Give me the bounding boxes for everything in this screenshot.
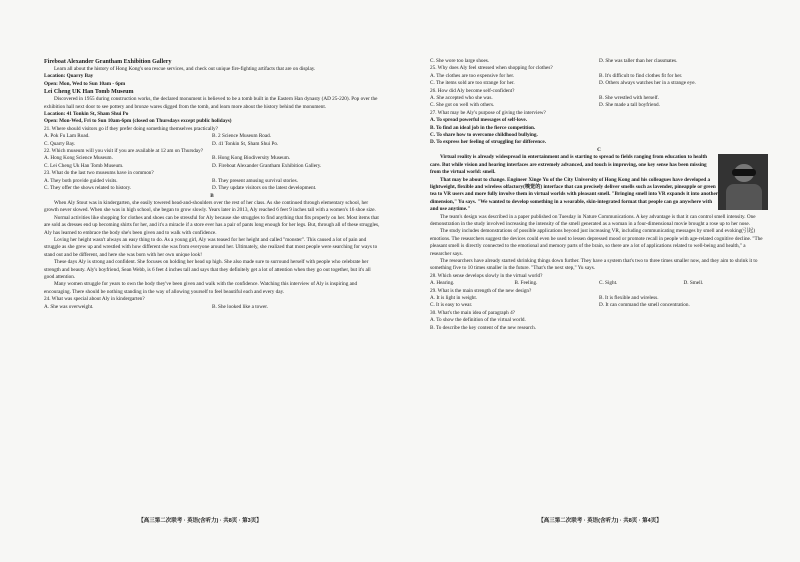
q23-option-d[interactable]: D. They update visitors on the latest development. [212, 185, 317, 192]
q25-option-d[interactable]: D. Others always watches her in a strange eye. [599, 80, 696, 87]
q22-option-c[interactable]: C. Lei Cheng Uk Han Tomb Museum. [44, 162, 124, 169]
passage-c-p4: The study includes demonstrations of possible applications beyond just increasing VR, including communicating messages by smell and evoking(引起) emotions. The researchers suggest the devices could even be used to lessen depressed mood or promote recall in people with age-related cognitive decline. "The pleasant smell is directly connected to the emotional and memory parts of the brain, so there are a lot of applications related to well-being and health," a researcher says. [430, 228, 763, 257]
passage-c-p1: Virtual reality is already widespread in entertainment and is starting to spread to fields ranging from education to health care. But while vision and hearing interfaces are extremely advanced, and touch is improving, one key sense has been missing from the virtual world: smell. [430, 154, 708, 176]
page-right [400, 0, 800, 562]
passage-b-p3: Loving her height wasn't always an easy thing to do. As a young girl, Aly was teased for her height and called "monster". This caused a lot of pain and struggle as she grew up and wrestled with how different she was from everyone around her. Ultimately, she realized that most people were searching for ways to stand out and be different, and here she was born with her own unique look! [44, 236, 378, 258]
q23-options-row2 [44, 185, 380, 192]
q27-option-a[interactable]: A. To spread powerful messages of self-love. [430, 117, 528, 124]
q29-option-b[interactable]: B. It is flexible and wireless. [599, 295, 659, 301]
passage-c-p2: That may be about to change. Engineer Xinge Yu of the City University of Hong Kong and his colleagues have developed a lightweight, flexible and wireless olfactory(嗅觉的) interface that can precisely deliver smells such as lavender, pineapple or green tea to VR users and more fully involve them in virtual worlds with pleasant smell. "Bringing smell into VR expands it into another dimension," Yu says. "We wanted to develop something in a wearable, skin-integrated format that people can go anywhere with and use anytime." [430, 176, 718, 213]
q29-option-c[interactable]: C. It is easy to wear. [430, 302, 473, 309]
passage-c-p3: The team's design was described in a paper published on Tuesday in Nature Communications. A key advantage is that it can control smell intensity. One demonstration in the study involved increasing the intensity of the smell generated as a woman in a four-dimensional movie brought a rose up to her nose. [430, 213, 756, 227]
tomb-open: Open: Mon-Wed, Fri to Sun 10am-6pm (closed on Thursdays except public holidays) [44, 118, 232, 125]
question-24: 24. What was special about Aly in kindergarten? [44, 296, 145, 303]
tomb-title: Lei Cheng UK Han Tomb Museum [44, 89, 134, 96]
q22-option-a[interactable]: A. Hong Kong Science Museum. [44, 155, 113, 162]
q25-option-b[interactable]: B. It's difficult to find clothes fit for her. [599, 72, 683, 79]
q28-option-b[interactable]: B. Feeling. [514, 280, 538, 287]
passage-b-p2: Normal activities like shopping for clothes and shoes can be stressful for Aly because she struggles to find anything that fits properly on her. Most items that are sold as dresses end up becoming shirts for her, and it's a miracle if a store ever has a pair of pants long enough for her legs. But, through all of these struggles, Aly has learned to embrace the body she's been given and to walk with confidence. [44, 214, 380, 236]
question-28: 28. Which sense develops slowly in the virtual world? [430, 272, 543, 279]
tomb-desc: Discovered in 1955 during construction works, the declared monument is believed to be a tomb built in the Eastern Han dynasty (AD 25-220). Pop over the exhibition hall next door to see pottery and bronze wares digged from the tomb, and learn more about the history behind the monument. [44, 96, 378, 110]
q26-options-row2 [430, 102, 768, 109]
question-26: 26. How did Aly become self-confident? [430, 87, 515, 94]
right-page-footer: 【高三第二次联考 · 英语(含听力) · 共8页 · 第4页】 [538, 518, 662, 524]
tomb-location: Location: 41 Tonkin St, Sham Shui Po [44, 111, 129, 118]
q29-option-a[interactable]: A. It is light in weight. [430, 295, 478, 301]
question-22: 22. Which museum will you visit if you are available at 12 am on Thursday? [44, 148, 204, 155]
q21-options-row1 [44, 133, 380, 140]
q26-option-d[interactable]: D. She made a tall boyfriend. [599, 102, 660, 109]
passage-b-p1: When Aly Stout was in kindergarten, she easily towered head-and-shoulders over the rest of her class. As she continued through elementary school, her growth never slowed. When she was in high school, she began to grow slowly. Years later in 2013, Aly reached 6 feet 9 inches tall with a women's 16 shoe size. [44, 199, 376, 214]
q24-option-c[interactable]: C. She wore too large shoes. [430, 58, 490, 64]
q22-option-d[interactable]: D. Fireboat Alexander Grantham Exhibition Gallery. [212, 162, 322, 169]
q23-option-c[interactable]: C. They offer the shows related to history. [44, 185, 132, 192]
q29-option-d[interactable]: D. It can command the smell concentration. [599, 302, 690, 309]
question-21: 21. Where should visitors go if they prefer doing something themselves practically? [44, 125, 218, 132]
q24-option-a[interactable]: A. She was overweight. [44, 303, 94, 310]
q24-option-b[interactable]: B. She looked like a tower. [212, 303, 269, 310]
q23-options-row1 [44, 178, 380, 185]
q28-option-c[interactable]: C. Sight. [599, 280, 618, 287]
q26-option-a[interactable]: A. She accepted who she was. [430, 95, 493, 102]
q26-option-b[interactable]: B. She wrestled with herself. [599, 95, 659, 102]
q27-option-d[interactable]: D. To express her feeling of struggling for difference. [430, 139, 547, 146]
question-25: 25. Why does Aly feel stressed when shopping for clothes? [430, 65, 553, 72]
q21-option-c[interactable]: C. Quarry Bay. [44, 140, 76, 147]
q28-option-d[interactable]: D. Smell. [683, 280, 704, 287]
q25-option-c[interactable]: C. The items sold are too strange for her. [430, 80, 515, 87]
question-23: 23. What do the last two museums have in common? [44, 170, 154, 177]
gallery-open: Open: Mon, Wed to Sun 10am - 6pm [44, 80, 126, 87]
q29-options-row2 [430, 302, 768, 309]
left-column [44, 58, 380, 311]
q23-option-a[interactable]: A. They both provide guided visits. [44, 177, 118, 184]
q30-option-b[interactable]: B. To describe the key content of the new research. [430, 324, 536, 331]
q21-option-b[interactable]: B. 2 Science Museum Road. [212, 133, 272, 140]
q24-option-d[interactable]: D. She was taller than her classmates. [599, 58, 678, 64]
question-30: 30. What's the main idea of paragraph 4? [430, 309, 515, 316]
q25-options-row2 [430, 80, 768, 87]
section-c-heading: C [597, 146, 601, 153]
q22-options-row1 [44, 155, 380, 162]
gallery-desc: Learn all about the history of Hong Kong's sea rescue services, and check out unique fire-fighting artifacts that are on display. [54, 66, 316, 72]
question-27: 27. What may be Aly's purpose of giving the interview? [430, 109, 546, 116]
question-29: 29. What is the main strength of the new design? [430, 287, 532, 294]
vr-headset-photo [718, 154, 768, 210]
gallery-title: Fireboat Alexander Grantham Exhibition Gallery [44, 59, 172, 65]
q26-option-c[interactable]: C. She got on well with others. [430, 102, 495, 109]
passage-c-p5: The researchers have already started shrinking things down further. They have a system that's two to three times smaller now, and they aim to shrink it to something five to 10 times smaller in the future. "That's the next step," Yu says. [430, 257, 758, 272]
q21-option-d[interactable]: D. 41 Tonkin St, Sham Shui Po. [212, 140, 279, 147]
passage-b-p5: Many women struggle for years to own the body they've been given and walk with the confidence. Watching this interview of Aly is inspiring and encouraging. There should be nothing standing in the way of allowing yourself to feel beautiful each and every day. [44, 281, 358, 295]
q30-option-a[interactable]: A. To show the definition of the virtual world. [430, 317, 526, 324]
right-column [430, 58, 768, 332]
q23-option-b[interactable]: B. They present amusing survival stories. [212, 177, 298, 184]
q21-options-row2 [44, 141, 380, 148]
q28-options [430, 280, 768, 287]
q29-options-row1 [430, 295, 768, 302]
q28-option-a[interactable]: A. Hearing. [430, 280, 455, 287]
passage-b-p4: These days Aly is strong and confident. She focuses on holding her head up high. She also made sure to surround herself with people who celebrate her strength and beauty. Aly's boyfriend, Sean Webb, is 6 feet 4 inches tall and says that they definitely get a lot of attention when they go out together, but it's all good attention. [44, 259, 371, 280]
q24-options-row1 [44, 304, 380, 311]
gallery-location: Location: Quarry Bay [44, 73, 94, 80]
q21-option-a[interactable]: A. Pok Fu Lam Road. [44, 133, 90, 140]
section-b-heading: B [210, 192, 214, 199]
q27-option-b[interactable]: B. To find an ideal job in the fierce competition. [430, 124, 536, 131]
q22-option-b[interactable]: B. Hong Kong Biodiversity Museum. [212, 155, 291, 162]
q25-option-a[interactable]: A. The clothes are too expensive for her. [430, 72, 515, 79]
left-page-footer: 【高三第二次联考 · 英语(含听力) · 共8页 · 第3页】 [138, 518, 262, 524]
q22-options-row2 [44, 163, 380, 170]
q27-option-c[interactable]: C. To share how to overcome childhood bullying. [430, 132, 538, 139]
